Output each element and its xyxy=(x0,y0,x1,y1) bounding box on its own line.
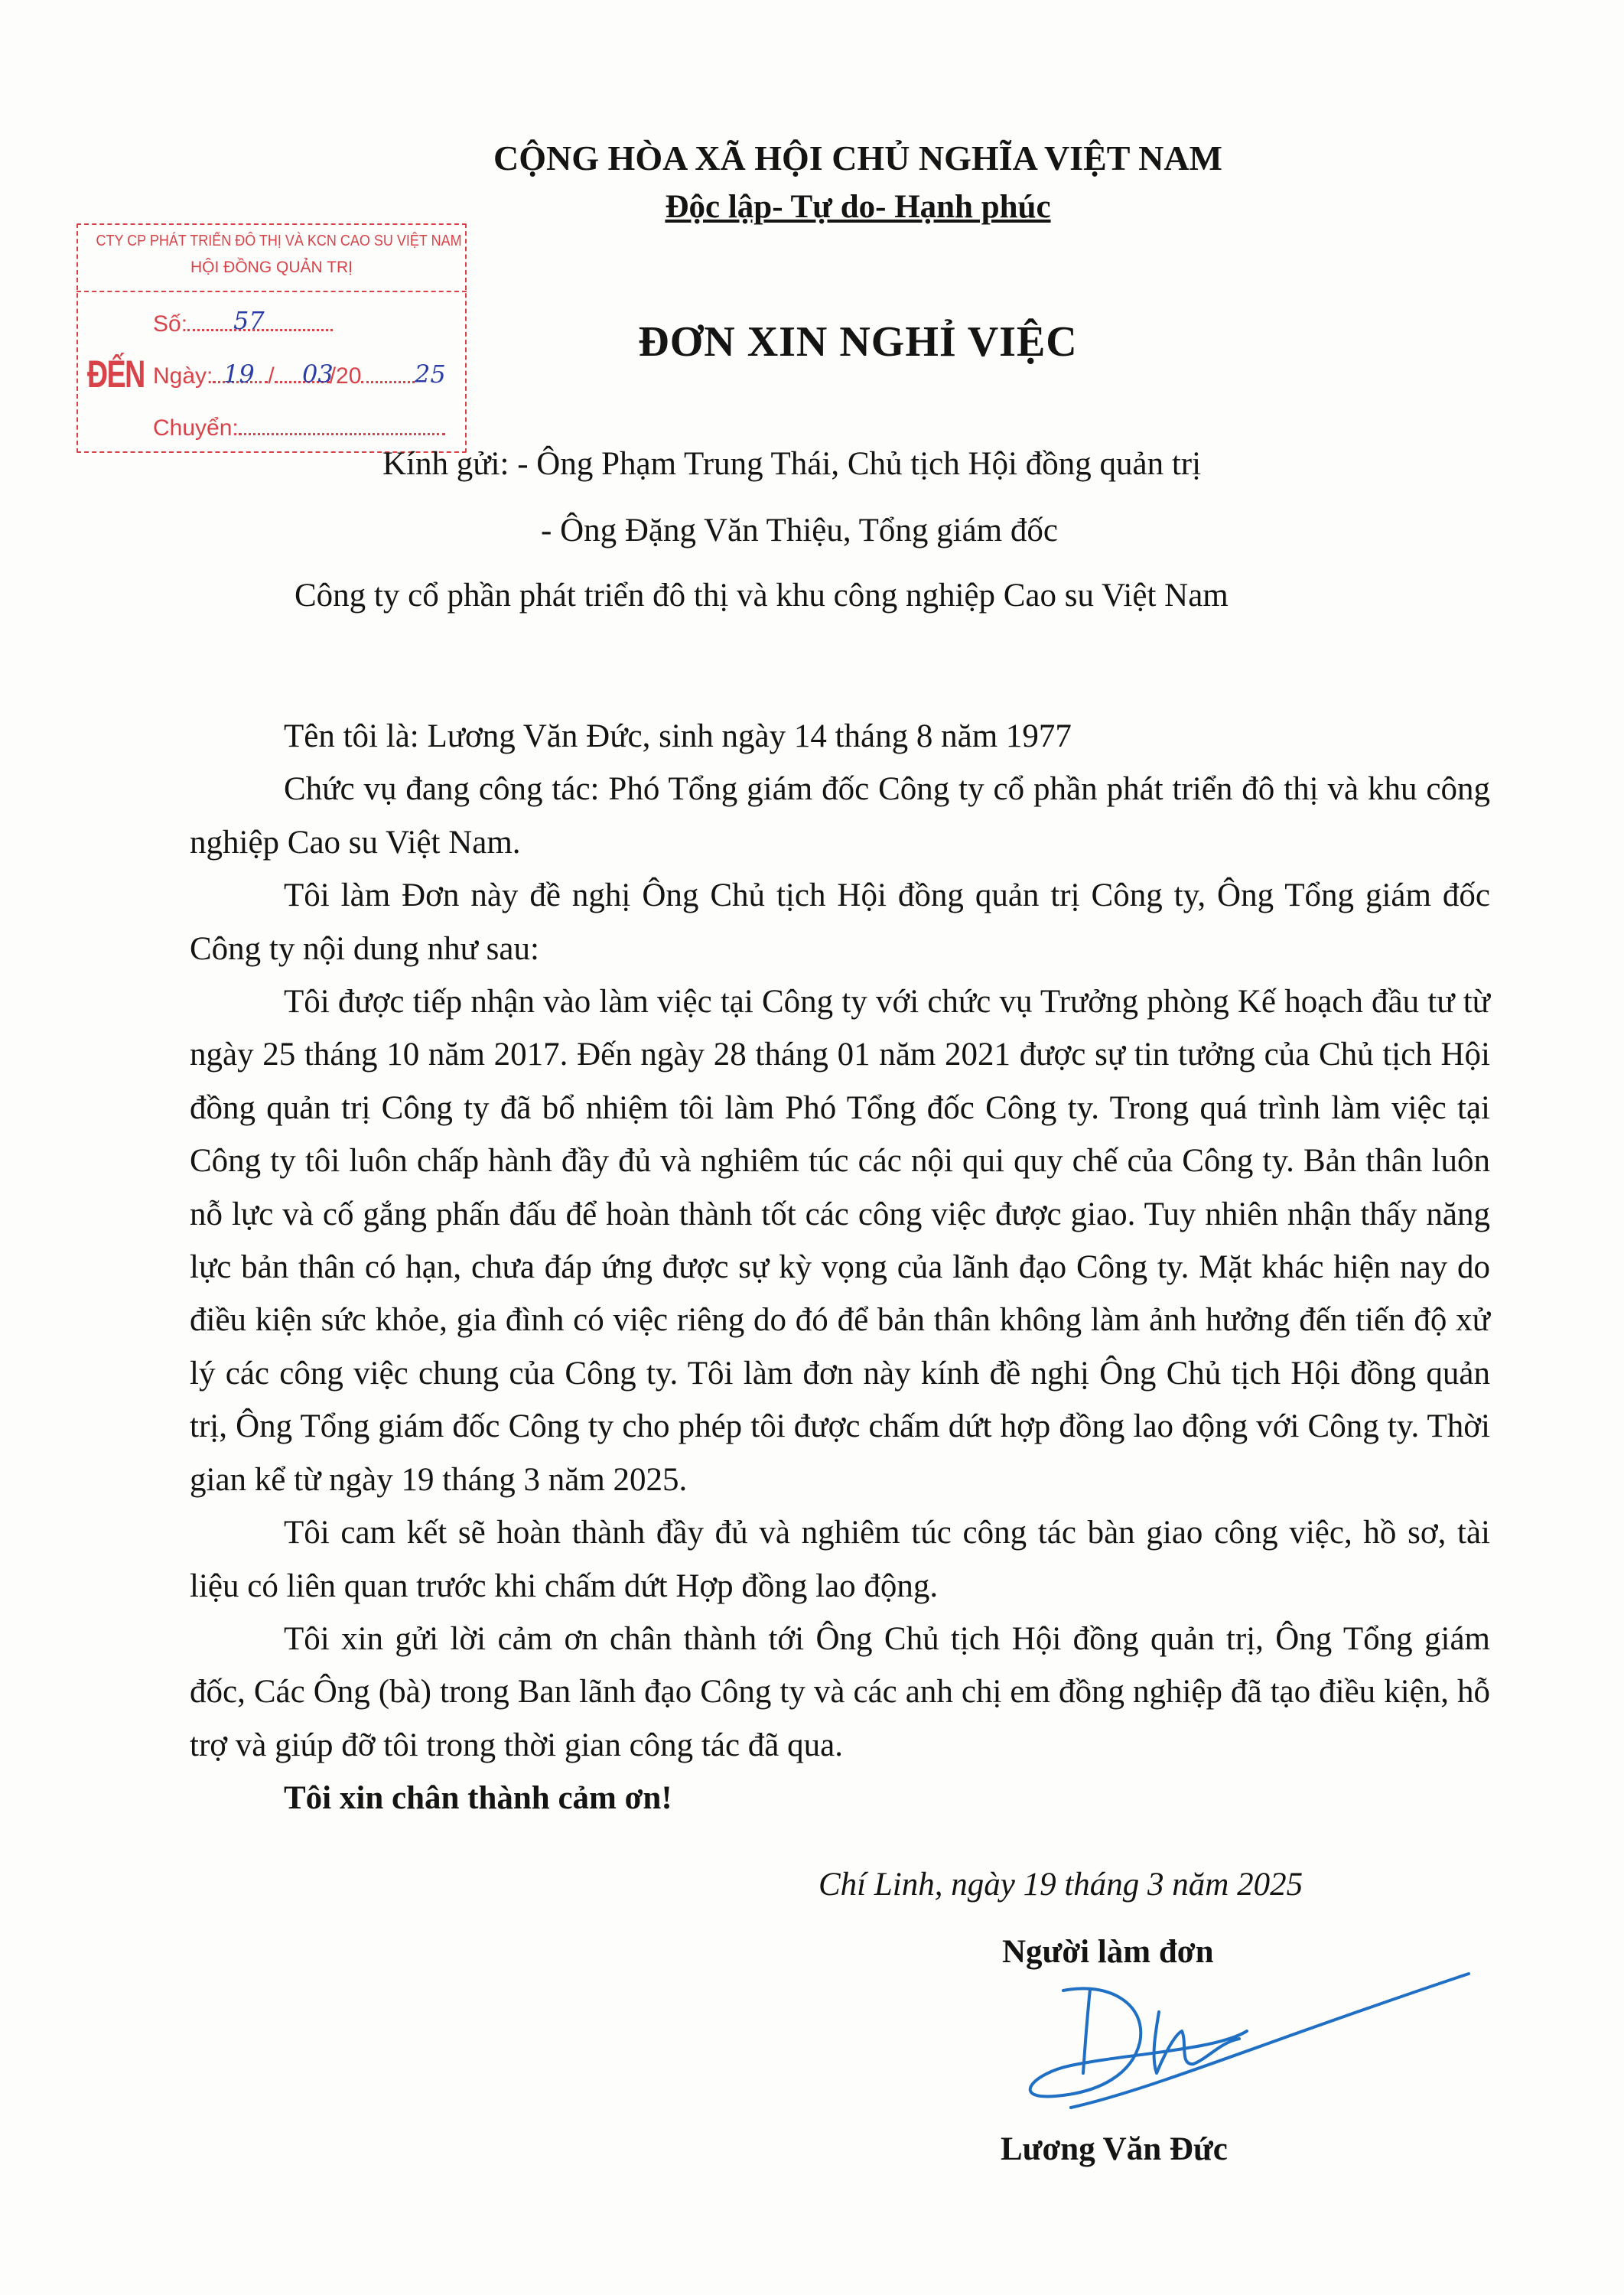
handwritten-year: 25 xyxy=(415,360,446,389)
letter-body xyxy=(190,710,1490,1825)
handwritten-so: 57 xyxy=(233,306,265,335)
handwritten-signature xyxy=(1017,1958,1476,2142)
body-paragraph: Chức vụ đang công tác: Phó Tổng giám đốc Công ty cổ phần phát triển đô thị và khu công nghiệp Cao su Việt Nam. xyxy=(190,771,1490,861)
place-date: Chí Linh, ngày 19 tháng 3 năm 2025 xyxy=(819,1867,1303,1903)
body-paragraph: Tôi xin gửi lời cảm ơn chân thành tới Ông Chủ tịch Hội đồng quản trị, Ông Tổng giám đốc, Các Ông (bà) trong Ban lãnh đạo Công ty và các anh chị em đồng nghiệp đã tạo điều kiện, hỗ trợ và giúp đỡ tôi trong thời gian công tác đã qua. xyxy=(190,1620,1490,1763)
stamp-company: CTY CP PHÁT TRIỂN ĐÔ THỊ VÀ KCN CAO SU VIỆT NAM xyxy=(96,233,462,249)
signer-name: Lương Văn Đức xyxy=(1001,2131,1228,2167)
national-motto: Độc lập- Tự do- Hạnh phúc xyxy=(665,189,1051,225)
closing-line: Tôi xin chân thành cảm ơn! xyxy=(284,1780,672,1817)
document-title: ĐƠN XIN NGHỈ VIỆC xyxy=(638,318,1078,366)
signer-role: Người làm đơn xyxy=(1002,1934,1214,1970)
recipient-line-2: - Ông Đặng Văn Thiệu, Tổng giám đốc xyxy=(541,513,1058,549)
stamp-ngay-field: Ngày: / /20 xyxy=(153,361,415,389)
body-paragraph: Tôi được tiếp nhận vào làm việc tại Công ty với chức vụ Trưởng phòng Kế hoạch đầu tư từ ngày 25 tháng 10 năm 2017. Đến ngày 28 tháng 01 năm 2021 được sự tin tưởng của Chủ tịch Hội đồng quản trị Công ty đã bổ nhiệm tôi làm Phó Tổng đốc Công ty. Trong quá trình làm việc tại Công ty tôi luôn chấp hành đầy đủ và nghiêm túc các nội qui quy chế của Công ty. Bản thân luôn nỗ lực và cố gắng phấn đấu để hoàn thành tốt các công việc được giao. Tuy nhiên nhận thấy năng lực bản thân có hạn, chưa đáp ứng được sự kỳ vọng của lãnh đạo Công ty. Mặt khác hiện nay do điều kiện sức khỏe, gia đình có việc riêng do đó để bản thân không làm ảnh hưởng đến tiến độ xử lý các công việc chung của Công ty. Tôi làm đơn này kính đề nghị Ông Chủ tịch Hội đồng quản trị, Ông Tổng giám đốc Công ty cho phép tôi được chấm dứt hợp đồng lao động với Công ty. Thời gian kể từ ngày 19 tháng 3 năm 2025. xyxy=(190,984,1490,1498)
stamp-chuyen-field xyxy=(153,413,445,441)
national-title: CỘNG HÒA XÃ HỘI CHỦ NGHĨA VIỆT NAM xyxy=(493,138,1222,177)
handwritten-day: 19 xyxy=(223,360,255,389)
stamp-so-label: Số: xyxy=(153,311,188,337)
stamp-board: HỘI ĐỒNG QUẢN TRỊ xyxy=(190,259,353,276)
stamp-year-prefix: /20 xyxy=(329,363,362,389)
stamp-chuyen-label: Chuyển: xyxy=(153,415,239,441)
recipient-line-3: Công ty cổ phần phát triển đô thị và khu công nghiệp Cao su Việt Nam xyxy=(295,578,1229,614)
body-paragraph: Tôi cam kết sẽ hoàn thành đầy đủ và nghiêm túc công tác bàn giao công việc, hồ sơ, tài liệu có liên quan trước khi chấm dứt Hợp đồng lao động. xyxy=(190,1515,1490,1604)
recipient-line-1: Kính gửi: - Ông Phạm Trung Thái, Chủ tịch Hội đồng quản trị xyxy=(382,446,1202,482)
body-paragraph: Tôi làm Đơn này đề nghị Ông Chủ tịch Hội đồng quản trị Công ty, Ông Tổng giám đốc Công ty nội dung như sau: xyxy=(190,877,1490,967)
stamp-den-label: ĐẾN xyxy=(87,353,145,396)
stamp-ngay-label: Ngày: xyxy=(153,363,213,389)
body-paragraph: Tên tôi là: Lương Văn Đức, sinh ngày 14 tháng 8 năm 1977 xyxy=(284,718,1072,754)
stamp-divider xyxy=(76,291,467,292)
handwritten-month: 03 xyxy=(302,360,334,389)
